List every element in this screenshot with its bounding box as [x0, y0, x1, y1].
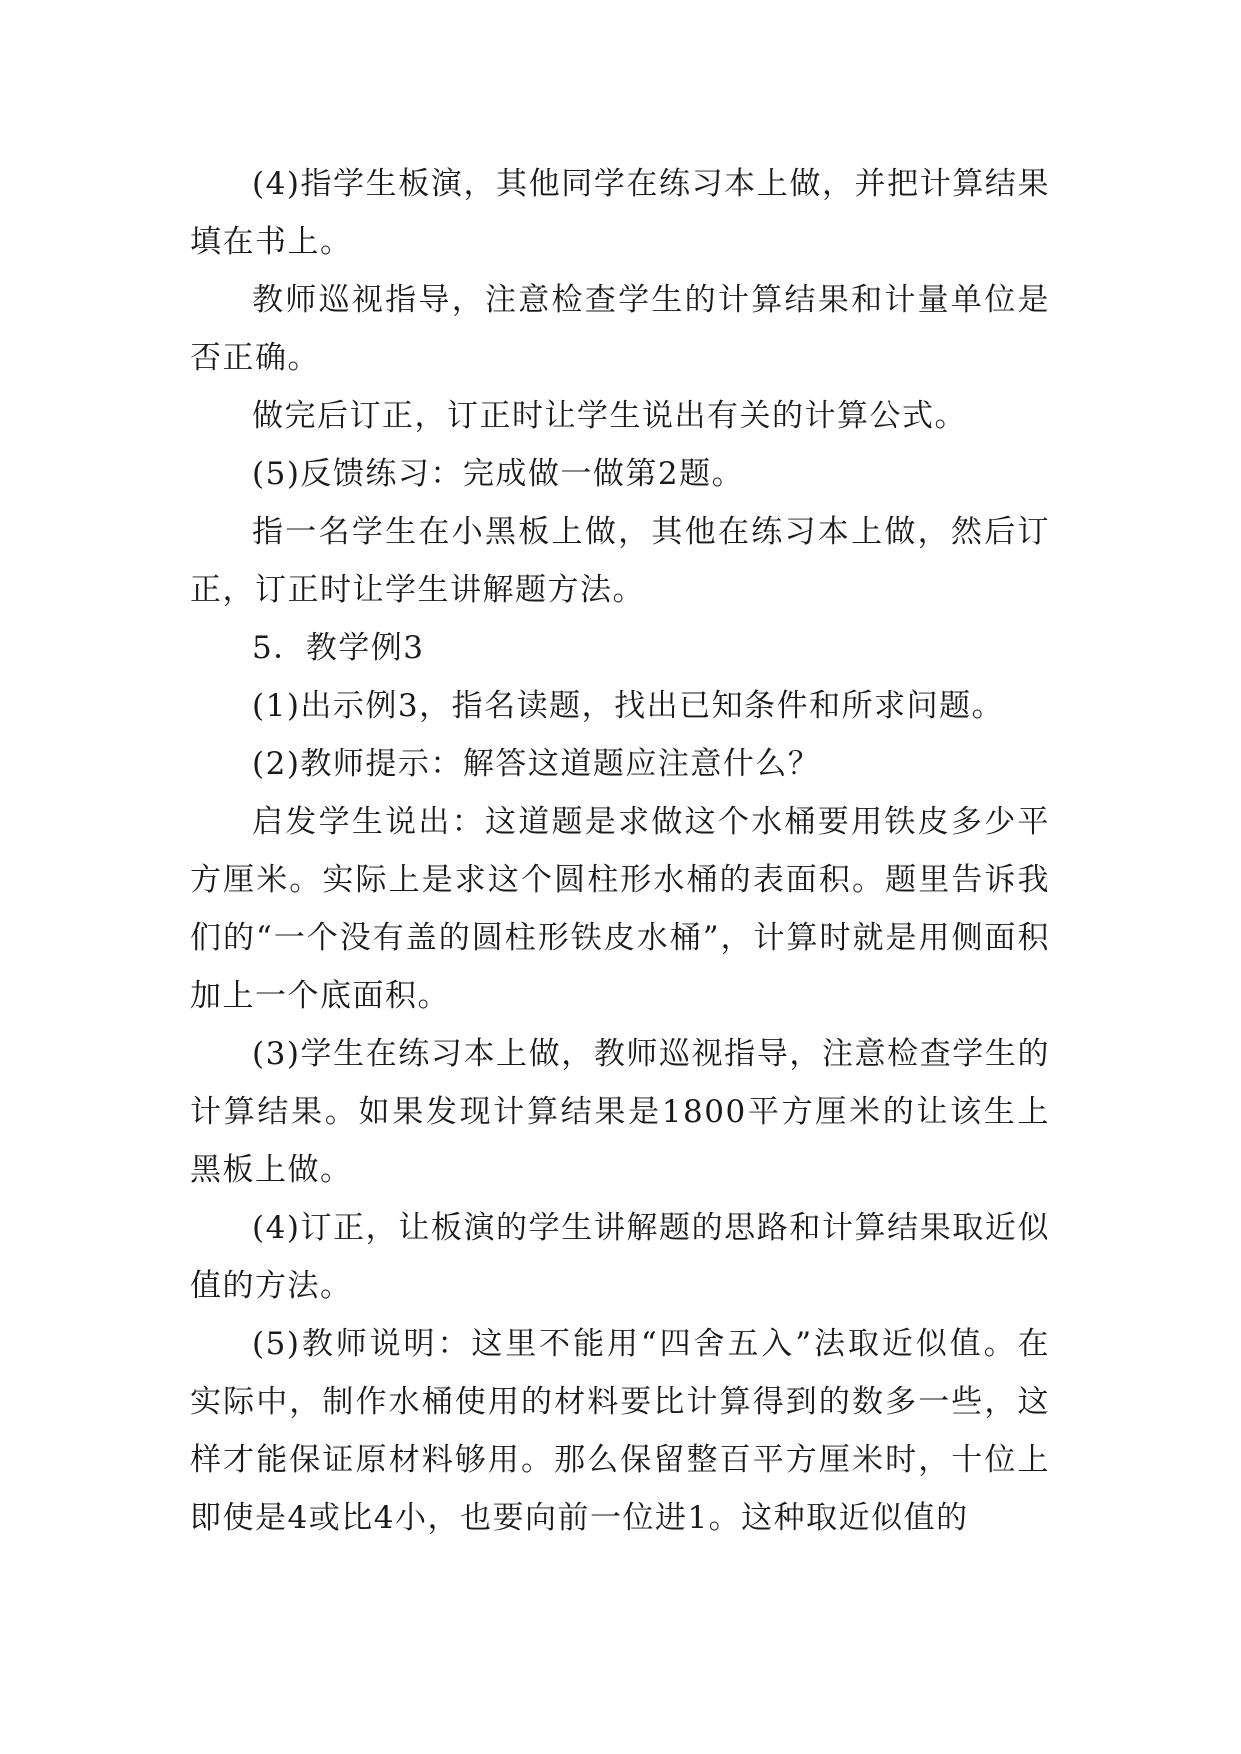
paragraph: 教师巡视指导，注意检查学生的计算结果和计量单位是否正确。 [190, 282, 1050, 376]
paragraph: 做完后订正，订正时让学生说出有关的计算公式。 [252, 398, 967, 434]
paragraph: (4)指学生板演，其他同学在练习本上做，并把计算结果填在书上。 [190, 166, 1050, 260]
paragraph: (5)教师说明：这里不能用“四舍五入”法取近似值。在实际中，制作水桶使用的材料要比计算得到的数多一些，这样才能保证原材料够用。那么保留整百平方厘米时，十位上即使是4或比4小，也要向前一位进1。这种取近似值的 [190, 1326, 1050, 1536]
paragraph: 启发学生说出：这道题是求做这个水桶要用铁皮多少平方厘米。实际上是求这个圆柱形水桶的表面积。题里告诉我们的“一个没有盖的圆柱形铁皮水桶”，计算时就是用侧面积加上一个底面积。 [190, 804, 1050, 1014]
paragraph: (5)反馈练习：完成做一做第2题。 [252, 456, 745, 492]
section-heading: 5．教学例3 [252, 630, 425, 666]
paragraph: (3)学生在练习本上做，教师巡视指导，注意检查学生的计算结果。如果发现计算结果是1800平方厘米的让该生上黑板上做。 [190, 1036, 1050, 1188]
paragraph: (1)出示例3，指名读题，找出已知条件和所求问题。 [252, 688, 1005, 724]
paragraph: 指一名学生在小黑板上做，其他在练习本上做，然后订正，订正时让学生讲解题方法。 [190, 514, 1050, 608]
paragraph: (2)教师提示：解答这道题应注意什么？ [252, 746, 821, 782]
document-page [190, 155, 1050, 1547]
paragraph: (4)订正，让板演的学生讲解题的思路和计算结果取近似值的方法。 [190, 1210, 1050, 1304]
